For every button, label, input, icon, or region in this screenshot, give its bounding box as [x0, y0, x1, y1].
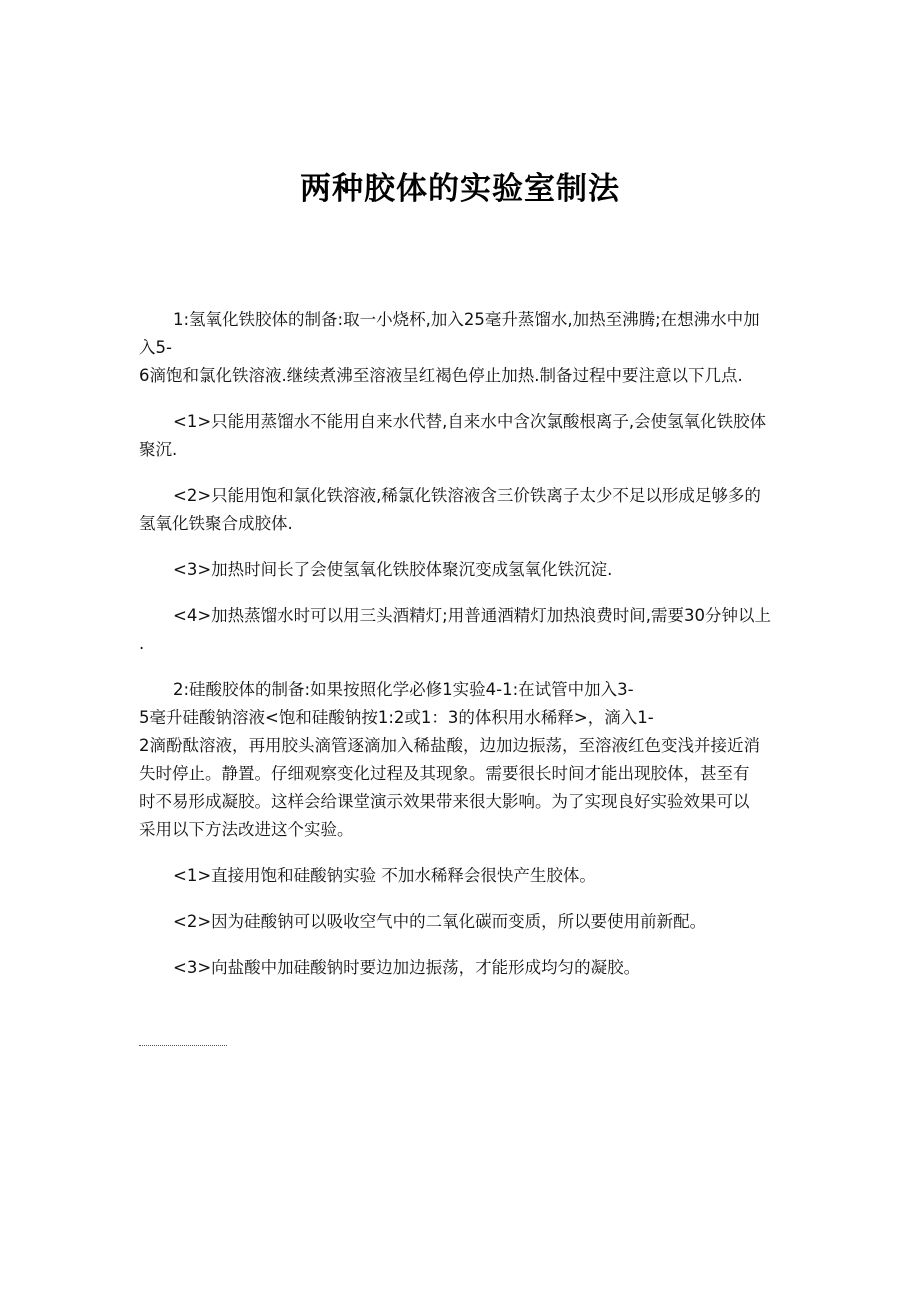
text-line: 6滴饱和氯化铁溶液.继续煮沸至溶液呈红褐色停止加热.制备过程中要注意以下几点.	[139, 366, 743, 385]
text-line: <3>加热时间长了会使氢氧化铁胶体聚沉变成氢氧化铁沉淀.	[173, 560, 613, 579]
text-line: 聚沉.	[139, 440, 178, 459]
paragraph-note-2	[139, 482, 787, 538]
footer-divider	[139, 1045, 227, 1046]
text-line: <2>只能用饱和氯化铁溶液,稀氯化铁溶液含三价铁离子太少不足以形成足够多的	[173, 486, 761, 505]
paragraph-improvement-3	[139, 954, 787, 982]
text-line: 入5-	[139, 338, 172, 357]
text-line: .	[139, 634, 145, 653]
paragraph-silicic-acid-colloid	[139, 676, 787, 844]
paragraph-improvement-2	[139, 908, 787, 936]
text-line: 5毫升硅酸钠溶液<饱和硅酸钠按1:2或1：3的体积用水稀释>，滴入1-	[139, 708, 654, 727]
text-line: 时不易形成凝胶。这样会给课堂演示效果带来很大影响。为了实现良好实验效果可以	[139, 792, 750, 811]
text-line: <1>直接用饱和硅酸钠实验 不加水稀释会很快产生胶体。	[173, 866, 596, 885]
paragraph-note-4	[139, 602, 787, 658]
paragraph-improvement-1	[139, 862, 787, 890]
text-line: 1:氢氧化铁胶体的制备:取一小烧杯,加入25毫升蒸馏水,加热至沸腾;在想沸水中加	[173, 310, 760, 329]
document-body	[139, 306, 787, 1000]
document-title: 两种胶体的实验室制法	[300, 170, 620, 207]
text-line: 2:硅酸胶体的制备:如果按照化学必修1实验4-1:在试管中加入3-	[173, 680, 634, 699]
paragraph-note-3	[139, 556, 787, 584]
text-line: 2滴酚酞溶液，再用胶头滴管逐滴加入稀盐酸，边加边振荡，至溶液红色变浅并接近消	[139, 736, 760, 755]
text-line: <4>加热蒸馏水时可以用三头酒精灯;用普通酒精灯加热浪费时间,需要30分钟以上	[173, 606, 771, 625]
paragraph-note-1	[139, 408, 787, 464]
paragraph-ferric-hydroxide-colloid	[139, 306, 787, 390]
text-line: <2>因为硅酸钠可以吸收空气中的二氧化碳而变质，所以要使用前新配。	[173, 912, 707, 931]
text-line: 失时停止。静置。仔细观察变化过程及其现象。需要很长时间才能出现胶体，甚至有	[139, 764, 750, 783]
text-line: <1>只能用蒸馏水不能用自来水代替,自来水中含次氯酸根离子,会使氢氧化铁胶体	[173, 412, 767, 431]
text-line: <3>向盐酸中加硅酸钠时要边加边振荡，才能形成均匀的凝胶。	[173, 958, 641, 977]
text-line: 采用以下方法改进这个实验。	[139, 820, 354, 839]
text-line: 氢氧化铁聚合成胶体.	[139, 514, 293, 533]
